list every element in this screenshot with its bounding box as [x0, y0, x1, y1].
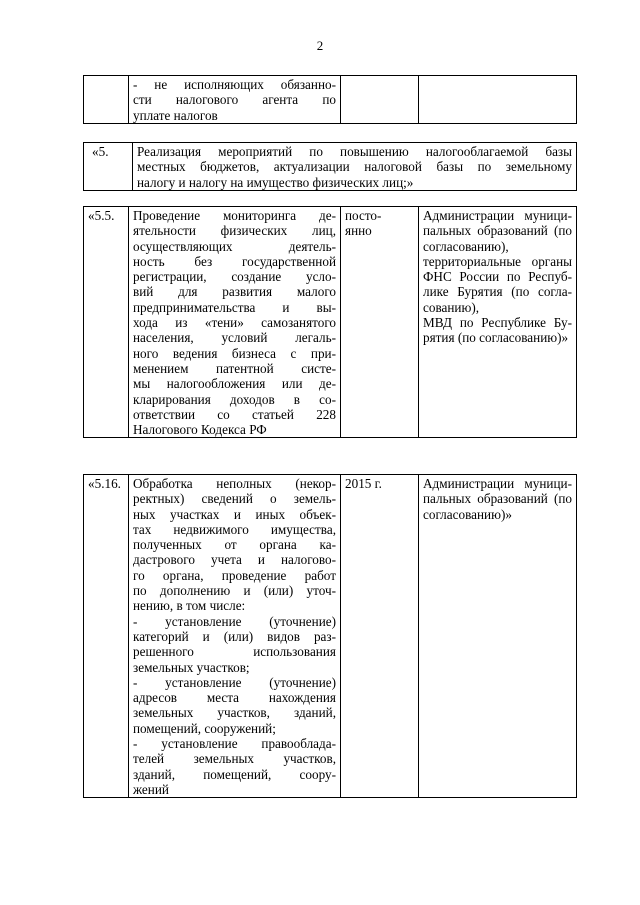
text-line: пальных образований (по [423, 491, 572, 507]
text-line: Налогового Кодекса РФ [133, 422, 267, 438]
text-line: - установление (уточнение) [133, 613, 336, 629]
text-line: рятия (по согласованию)» [423, 330, 569, 346]
table-section-heading [83, 142, 577, 191]
text-line: лике Бурятия (по согла- [423, 284, 572, 300]
text-line: земельных участков; [133, 659, 250, 675]
text-line: Проведение мониторинга де- [133, 208, 336, 223]
text-line: земельных участков, зданий, [133, 705, 336, 721]
text-line: Реализация мероприятий по повышению налогооблагаемой базы [137, 144, 572, 159]
cell-executor [419, 76, 577, 124]
cell-term [341, 76, 419, 124]
table-row [84, 76, 577, 124]
text-line: зданий, помещений, соору- [133, 766, 336, 782]
text-line: ных участках и иных объек- [133, 506, 336, 522]
cell-measure [129, 76, 341, 124]
text-line: ятельности физических лиц, [133, 223, 336, 239]
text-line: уплате налогов [133, 107, 218, 123]
table-row [84, 143, 577, 191]
table-fragment-section-5 [83, 142, 577, 191]
text-line: решенного использования [133, 644, 336, 660]
text-line: кларирования доходов в со- [133, 391, 336, 407]
text-line: населения, условий легаль- [133, 330, 336, 346]
text-line: мы налогообложения или де- [133, 376, 336, 392]
text-line: помещений, сооружений; [133, 720, 276, 736]
text-line: янно [345, 223, 372, 239]
text-line: МВД по Республике Бу- [423, 315, 572, 331]
text-line: дастрового учета и налогово- [133, 552, 336, 568]
cell-term [341, 207, 419, 438]
text-line: ответствии со статьей 228 [133, 406, 336, 422]
text-line: - установление правооблада- [133, 736, 336, 752]
text-line: пальных образований (по [423, 223, 572, 239]
cell-measure [129, 475, 341, 798]
cell-section-title [133, 143, 577, 191]
text-line: регистрации, создание усло- [133, 269, 336, 285]
text-line: ного ведения бизнеса с при- [133, 345, 336, 361]
table-fragment-item-5-16 [83, 474, 577, 798]
text-line: Администрации муници- [423, 476, 572, 491]
text-line: сти налогового агента по [133, 92, 336, 108]
text-line: жений [133, 781, 169, 797]
cell-number: «5.16. [84, 475, 129, 798]
text-line: предпринимательства и вы- [133, 299, 336, 315]
cell-executor [419, 207, 577, 438]
table-row [84, 207, 577, 438]
text-line: тах недвижимого имущества, [133, 521, 336, 537]
cell-number: «5. [84, 143, 133, 191]
text-line: налогу и налогу на имущество физических лиц;» [137, 174, 414, 190]
text-line: согласованию)» [423, 506, 512, 522]
text-line: сованию), [423, 299, 480, 315]
table-row [84, 475, 577, 798]
text-line: местных бюджетов, актуализации налоговой базы по земельному [137, 159, 572, 175]
text-line: посто- [345, 208, 382, 223]
text-line: полученных от органа ка- [133, 537, 336, 553]
table-item-5-16 [83, 474, 577, 798]
text-line: ФНС России по Респуб- [423, 269, 572, 285]
text-line: хода из «тени» самозанятого [133, 315, 336, 331]
text-line: адресов места нахождения [133, 690, 336, 706]
table-item-5-5 [83, 206, 577, 438]
cell-number: «5.5. [84, 207, 129, 438]
text-line: менением патентной систе- [133, 360, 336, 376]
cell-number [84, 76, 129, 124]
table-fragment-item-5-5 [83, 206, 577, 438]
text-line: - не исполняющих обязанно- [133, 77, 336, 92]
text-line: ность без государственной [133, 253, 336, 269]
text-line: вий для развития малого [133, 284, 336, 300]
page-number: 2 [316, 38, 324, 53]
text-line: территориальные органы [423, 253, 572, 269]
text-line: по дополнению и (или) уточ- [133, 583, 336, 599]
text-line: 2015 г. [345, 476, 382, 491]
text-line: нению, в том числе: [133, 598, 246, 614]
text-line: го органа, проведение работ [133, 567, 336, 583]
table-continuation [83, 75, 577, 124]
table-fragment-continuation [83, 75, 577, 124]
cell-executor [419, 475, 577, 798]
text-line: осуществляющих деятель- [133, 238, 336, 254]
text-line: согласованию), [423, 238, 509, 254]
text-line: Обработка неполных (некор- [133, 476, 336, 491]
text-line: телей земельных участков, [133, 751, 336, 767]
cell-measure [129, 207, 341, 438]
text-line: ректных) сведений о земель- [133, 491, 336, 507]
text-line: категорий и (или) видов раз- [133, 628, 336, 644]
text-line: Администрации муници- [423, 208, 572, 223]
text-line: - установление (уточнение) [133, 674, 336, 690]
cell-term [341, 475, 419, 798]
